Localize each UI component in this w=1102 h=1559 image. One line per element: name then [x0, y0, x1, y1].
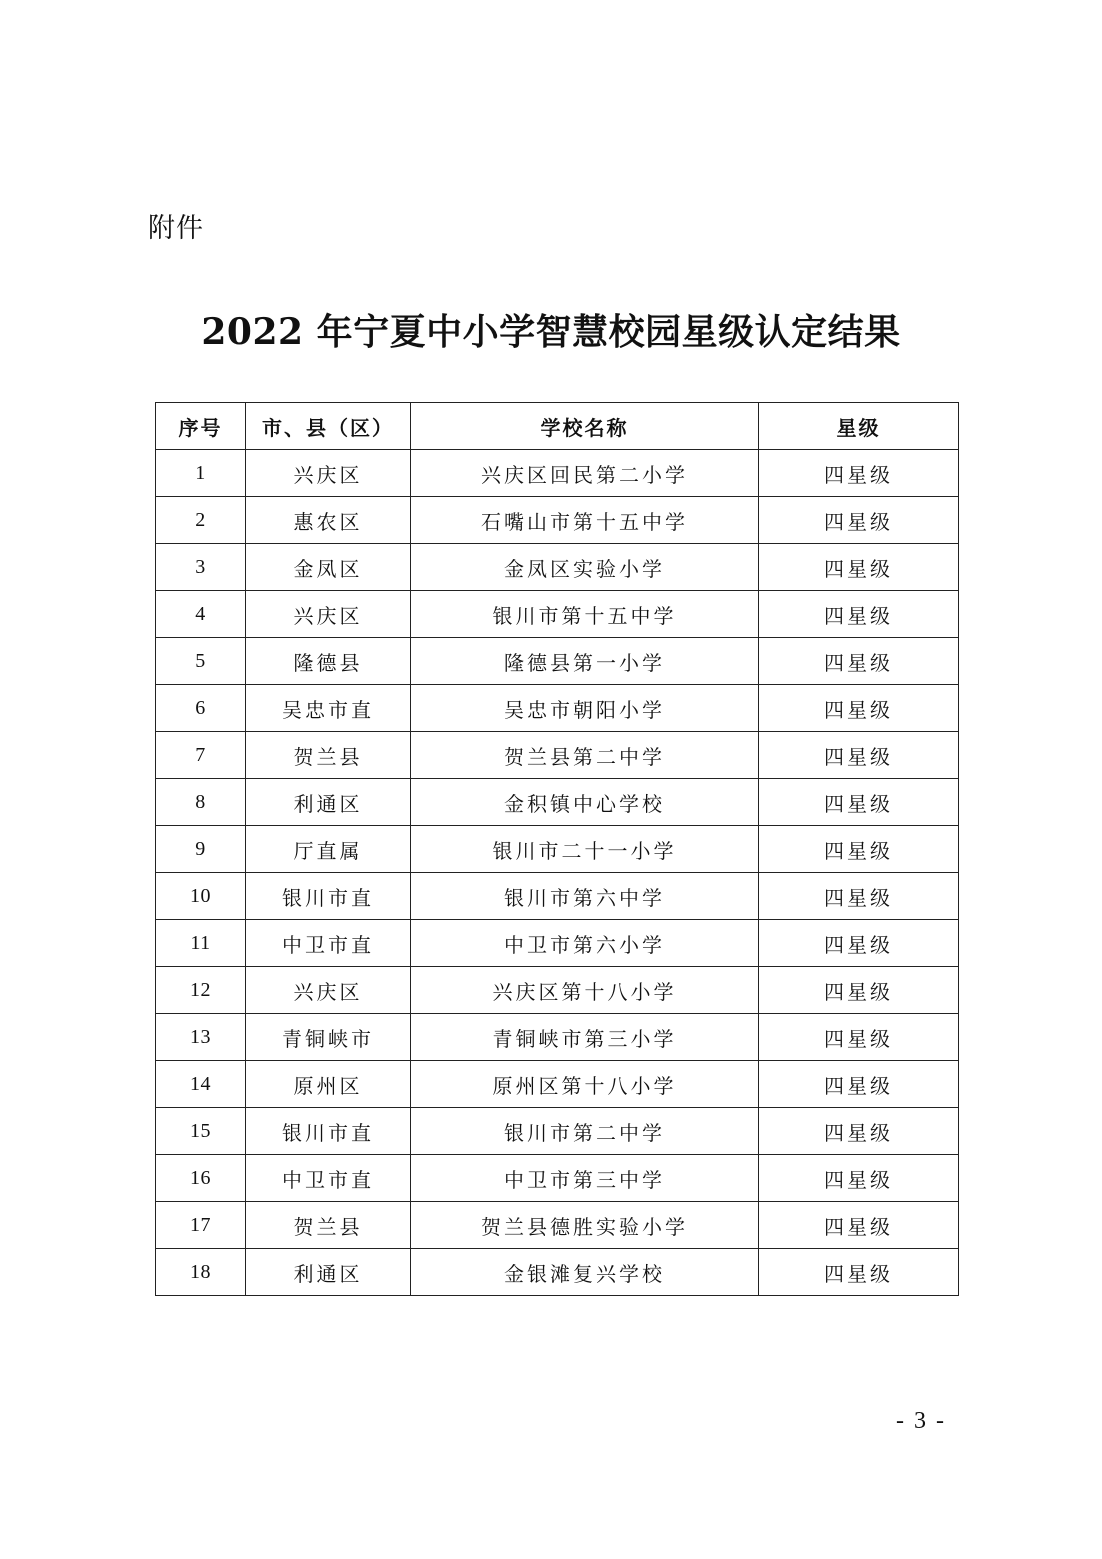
- serial-number-cell: 9: [156, 826, 246, 873]
- star-level-cell: 四星级: [759, 1014, 959, 1061]
- school-name-cell: 贺兰县第二中学: [411, 732, 759, 779]
- serial-number-cell: 1: [156, 450, 246, 497]
- table-header: [156, 403, 959, 450]
- star-level-cell: 四星级: [759, 873, 959, 920]
- serial-number-cell: 15: [156, 1108, 246, 1155]
- star-level-cell: 四星级: [759, 779, 959, 826]
- serial-number-cell: 10: [156, 873, 246, 920]
- star-level-cell: 四星级: [759, 685, 959, 732]
- serial-number-cell: 4: [156, 591, 246, 638]
- school-name-cell: 兴庆区回民第二小学: [411, 450, 759, 497]
- table-row: [156, 826, 959, 873]
- region-cell: 青铜峡市: [246, 1014, 411, 1061]
- region-cell: 贺兰县: [246, 732, 411, 779]
- region-cell: 原州区: [246, 1061, 411, 1108]
- star-level-cell: 四星级: [759, 1249, 959, 1296]
- region-cell: 金凤区: [246, 544, 411, 591]
- table-row: [156, 1249, 959, 1296]
- star-level-cell: 四星级: [759, 450, 959, 497]
- region-cell: 隆德县: [246, 638, 411, 685]
- table-row: [156, 497, 959, 544]
- table-row: [156, 1061, 959, 1108]
- region-cell: 银川市直: [246, 1108, 411, 1155]
- region-cell: 兴庆区: [246, 450, 411, 497]
- table-row: [156, 1108, 959, 1155]
- serial-number-cell: 13: [156, 1014, 246, 1061]
- header-school-name: 学校名称: [411, 403, 759, 450]
- star-level-cell: 四星级: [759, 591, 959, 638]
- school-name-cell: 银川市第六中学: [411, 873, 759, 920]
- table-body: [156, 450, 959, 1296]
- header-region: 市、县（区）: [246, 403, 411, 450]
- star-level-cell: 四星级: [759, 1061, 959, 1108]
- school-name-cell: 原州区第十八小学: [411, 1061, 759, 1108]
- region-cell: 贺兰县: [246, 1202, 411, 1249]
- serial-number-cell: 16: [156, 1155, 246, 1202]
- table-row: [156, 1155, 959, 1202]
- school-name-cell: 石嘴山市第十五中学: [411, 497, 759, 544]
- serial-number-cell: 14: [156, 1061, 246, 1108]
- table-row: [156, 1202, 959, 1249]
- header-star-level: 星级: [759, 403, 959, 450]
- school-name-cell: 银川市第十五中学: [411, 591, 759, 638]
- star-level-cell: 四星级: [759, 1155, 959, 1202]
- region-cell: 银川市直: [246, 873, 411, 920]
- region-cell: 惠农区: [246, 497, 411, 544]
- school-name-cell: 青铜峡市第三小学: [411, 1014, 759, 1061]
- star-level-cell: 四星级: [759, 544, 959, 591]
- region-cell: 厅直属: [246, 826, 411, 873]
- school-name-cell: 金银滩复兴学校: [411, 1249, 759, 1296]
- school-name-cell: 隆德县第一小学: [411, 638, 759, 685]
- serial-number-cell: 11: [156, 920, 246, 967]
- serial-number-cell: 7: [156, 732, 246, 779]
- region-cell: 兴庆区: [246, 967, 411, 1014]
- school-name-cell: 中卫市第六小学: [411, 920, 759, 967]
- table-row: [156, 591, 959, 638]
- school-name-cell: 金积镇中心学校: [411, 779, 759, 826]
- star-level-cell: 四星级: [759, 1202, 959, 1249]
- school-name-cell: 吴忠市朝阳小学: [411, 685, 759, 732]
- table-row: [156, 779, 959, 826]
- star-level-cell: 四星级: [759, 497, 959, 544]
- star-level-cell: 四星级: [759, 967, 959, 1014]
- star-level-cell: 四星级: [759, 732, 959, 779]
- table-row: [156, 638, 959, 685]
- attachment-label: 附件: [148, 213, 204, 244]
- school-name-cell: 兴庆区第十八小学: [411, 967, 759, 1014]
- school-name-cell: 金凤区实验小学: [411, 544, 759, 591]
- region-cell: 吴忠市直: [246, 685, 411, 732]
- results-table: [155, 402, 959, 1296]
- serial-number-cell: 8: [156, 779, 246, 826]
- school-name-cell: 中卫市第三中学: [411, 1155, 759, 1202]
- table-row: [156, 873, 959, 920]
- region-cell: 利通区: [246, 779, 411, 826]
- serial-number-cell: 6: [156, 685, 246, 732]
- table-row: [156, 732, 959, 779]
- table-row: [156, 685, 959, 732]
- header-serial-number: 序号: [156, 403, 246, 450]
- serial-number-cell: 12: [156, 967, 246, 1014]
- star-level-cell: 四星级: [759, 1108, 959, 1155]
- serial-number-cell: 5: [156, 638, 246, 685]
- star-level-cell: 四星级: [759, 826, 959, 873]
- table-row: [156, 967, 959, 1014]
- school-name-cell: 银川市第二中学: [411, 1108, 759, 1155]
- region-cell: 中卫市直: [246, 1155, 411, 1202]
- star-level-cell: 四星级: [759, 638, 959, 685]
- serial-number-cell: 17: [156, 1202, 246, 1249]
- header-row: [156, 403, 959, 450]
- school-name-cell: 贺兰县德胜实验小学: [411, 1202, 759, 1249]
- serial-number-cell: 18: [156, 1249, 246, 1296]
- school-name-cell: 银川市二十一小学: [411, 826, 759, 873]
- serial-number-cell: 3: [156, 544, 246, 591]
- table-row: [156, 450, 959, 497]
- star-level-cell: 四星级: [759, 920, 959, 967]
- page-number: - 3 -: [896, 1408, 946, 1434]
- table-row: [156, 920, 959, 967]
- serial-number-cell: 2: [156, 497, 246, 544]
- table-row: [156, 544, 959, 591]
- table-row: [156, 1014, 959, 1061]
- region-cell: 利通区: [246, 1249, 411, 1296]
- region-cell: 兴庆区: [246, 591, 411, 638]
- region-cell: 中卫市直: [246, 920, 411, 967]
- page-title: 2022 年宁夏中小学智慧校园星级认定结果: [201, 311, 901, 353]
